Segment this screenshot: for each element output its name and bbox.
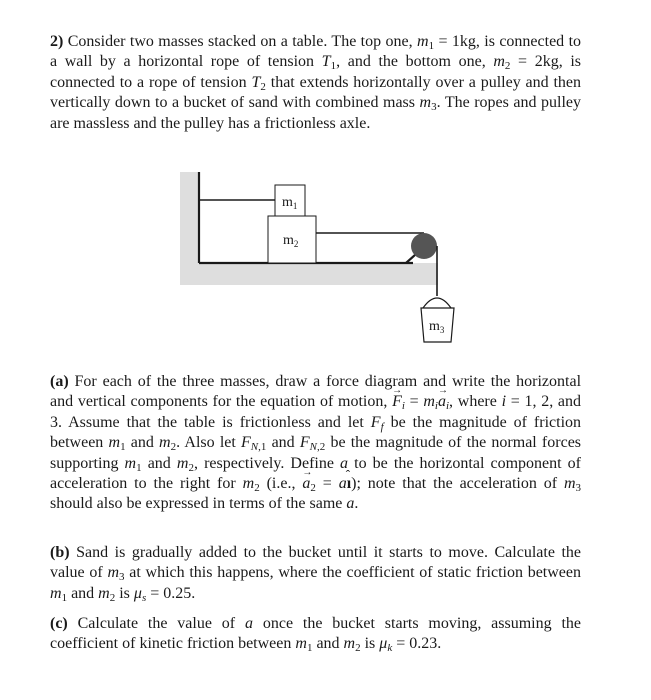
problem-number: 2) — [50, 33, 64, 50]
part-b: (b) Sand is gradually added to the bucket until it starts to move. Calculate the value of $m_3$ at which this happens, where the coefficient of static friction between $m_1$ and $m_2$ is $\mu_s = 0.25$. — [50, 544, 582, 604]
part-c-label: (c) — [50, 615, 68, 632]
pulley — [411, 233, 437, 259]
part-b-label: (b) — [50, 544, 70, 561]
part-c: (c) Calculate the value of a once the bucket starts moving, assuming the coefficient of kinetic friction between $m_1$ and $m_2$ is $\mu_k = 0.23$. — [50, 615, 582, 655]
mass-m1-label: $m_1$ — [282, 195, 298, 211]
part-a-label: (a) — [50, 373, 69, 390]
mass-m2-label: $m_2$ — [283, 233, 299, 249]
mass-m3-label: $m_3$ — [429, 319, 445, 335]
part-a: (a) For each of the three masses, draw a force diagram and write the horizontal and vertical components for the equation of motion, → $F_i = m_i\to a_i$, where i = 1, 2, and 3. Assume that the table is frictionless and let $F_f$ be the magnitude of friction between $m_1$ and $m_2$. Also let $F_{N,1}$ and $F_{N,2}$ be the magnitude of the normal forces supporting $m_1$ and $m_2$, respectively. Define a to be the horizontal component of acceleration to the right for $m_2$ (i.e., → $a_2$ = aˆ ı); note that the acceleration of $m_3$ should also be expressed in terms of the same a. — [50, 372, 581, 515]
problem-statement: 2) Consider two masses stacked on a table. The top one, $m_1 = 1kg$, is connected to a wall by a horizontal rope of tension $T_1$, and the bottom one, $m_2 = 2kg$, is connected to a rope of tension $T_2$ that extends horizontally over a pulley and then vertically down to a bucket of sand with combined mass $m_3$. The ropes and pulley are massless and the pulley has a frictionless axle. — [50, 33, 582, 132]
bucket-handle — [423, 298, 451, 308]
